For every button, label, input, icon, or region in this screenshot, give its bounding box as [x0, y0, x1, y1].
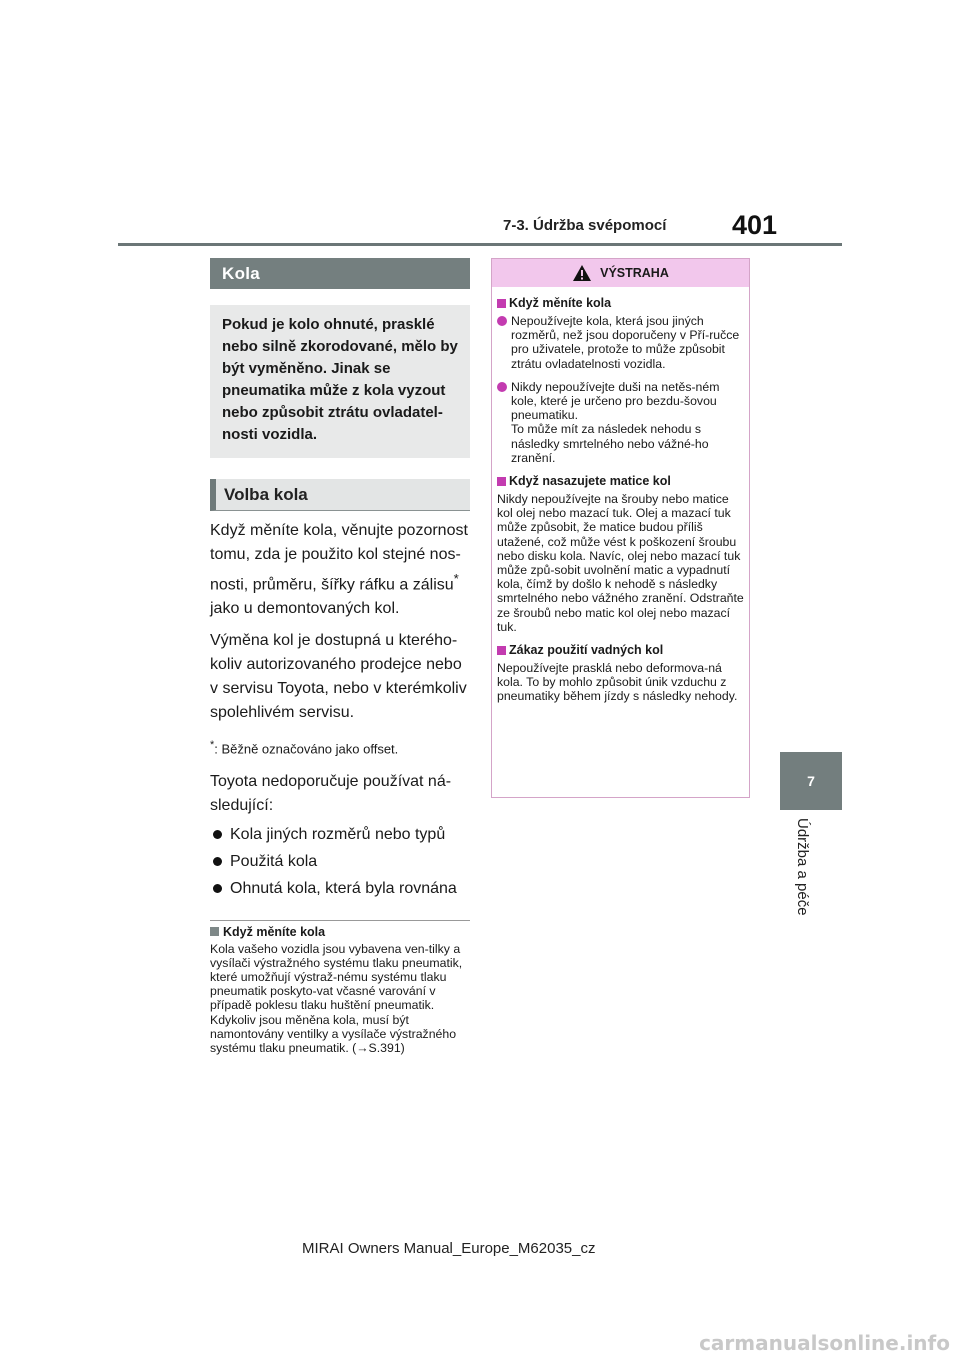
square-bullet-icon — [497, 646, 506, 655]
summary-box: Pokud je kolo ohnuté, prasklé nebo silně zkorodované, mělo by být vyměněno. Jinak se pneumatika může z kola vyzout nebo způsobit ztrátu ovladatel-nosti vozidla. — [210, 305, 470, 458]
list-item: Použitá kola — [210, 853, 470, 871]
paragraph-2: Výměna kol je dostupná u kterého-koliv autorizovaného prodejce nebo v servisu Toyota, nebo v kterémkoliv spolehlivém servisu. — [210, 632, 467, 722]
warning-triangle-icon — [572, 264, 592, 282]
warning-item: Nepoužívejte kola, která jsou jiných rozměrů, než jsou doporučeny v Pří-ručce pro uživatele, protože to může způsobit ztrátu ovladatelnosti vozidla. — [497, 314, 744, 371]
warning-header: VÝSTRAHA — [492, 259, 749, 287]
chapter-tab-number: 7 — [780, 752, 842, 810]
bullet-list — [210, 826, 470, 898]
square-bullet-icon — [497, 477, 506, 486]
paragraph-1: Když měníte kola, věnujte pozornost tomu, zda je použito kol stejné nos-nosti, průměru, šířky ráfku a zálisu* jako u demontovaných kol. — [210, 522, 468, 618]
footnote: *: Běžně označováno jako offset. — [210, 739, 399, 757]
warning-item: Nikdy nepoužívejte duši na netěs-ném kole, které je určeno pro bezdu-šovou pneumatiku. To může mít za následek nehodu s následky smrtelného nebo vážné-ho zranění. — [497, 380, 744, 465]
warning-box — [491, 258, 750, 798]
square-bullet-icon — [210, 927, 219, 936]
warning-heading: Když nasazujete matice kol — [497, 474, 744, 488]
chapter-tab-label: Údržba a péče — [794, 818, 811, 916]
list-item: Kola jiných rozměrů nebo typů — [210, 826, 470, 844]
warning-text: Nikdy nepoužívejte na šrouby nebo matice kol olej nebo mazací tuk. Olej a mazací tuk může způsobit, že matice budou příliš utažené, což může vést k poškození šroubu nebo disku kola. Navíc, olej nebo mazací tuk může způ-sobit uvolnění matic a vypadnutí kola, čímž by došlo k nehodě s následky smrtelného nebo vážného zranění. Odstraňte ze šroubů nebo matic kol olej nebo mazací tuk. — [497, 492, 744, 634]
footer-doc-id: MIRAI Owners Manual_Europe_M62035_cz — [302, 1240, 596, 1257]
square-bullet-icon — [497, 299, 506, 308]
warning-text: Nepoužívejte prasklá nebo deformova-ná kola. To by mohlo způsobit únik vzduchu z pneumatiky během jízdy s následky nehody. — [497, 661, 738, 704]
bullet-dot-icon — [213, 884, 222, 893]
page-number: 401 — [732, 210, 778, 240]
bullet-dot-icon — [497, 316, 507, 326]
warning-heading: Zákaz použití vadných kol — [497, 643, 744, 657]
bullet-dot-icon — [497, 382, 507, 392]
left-column — [210, 258, 470, 1055]
section-title: Kola — [210, 258, 470, 289]
bullet-dot-icon — [213, 830, 222, 839]
note-body: Kola vašeho vozidla jsou vybavena ven-tilky a vysílači výstražného systému tlaku pneumatik, které umožňují výstraž-nému systému tlaku pneumatik poskyto-vat včasné varování v případě poklesu tlaku huštění pneumatik. Kdykoliv jsou měněna kola, musí být namontovány ventilky a vysílače výstražného systému tlaku pneumatik. (→S.391) — [210, 941, 463, 1056]
watermark: carmanualsonline.info — [699, 1331, 950, 1355]
header-rule — [118, 243, 842, 246]
warning-heading: Když měníte kola — [497, 296, 744, 310]
bullet-dot-icon — [213, 857, 222, 866]
subsection-title: Volba kola — [210, 479, 470, 511]
paragraph-3: Toyota nedoporučuje používat ná-sledující: — [210, 772, 452, 814]
section-header: 7-3. Údržba svépomocí — [503, 217, 667, 234]
list-item: Ohnutá kola, která byla rovnána — [210, 880, 470, 898]
body-text — [210, 519, 470, 818]
info-note: Když měníte kola Kola vašeho vozidla jsou vybavena ven-tilky a vysílači výstražného systému tlaku pneumatik, které umožňují výstraž-nému systému tlaku pneumatik poskyto-vat včasné varování v případě poklesu tlaku huštění pneumatik. Kdykoliv jsou měněna kola, musí být namontovány ventilky a vysílače výstražného systému tlaku pneumatik. (→S.391) — [210, 920, 470, 1056]
